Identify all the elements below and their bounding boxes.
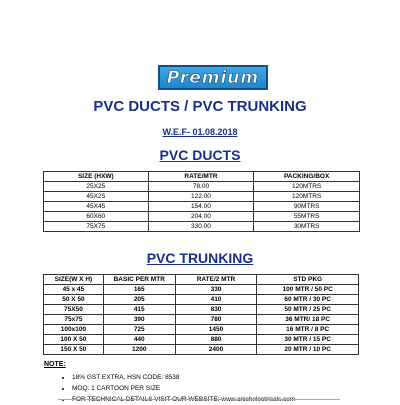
logo-text: Premium — [166, 67, 260, 88]
table-cell: 75x75 — [44, 315, 104, 325]
table-row — [44, 285, 359, 295]
note-item-gst: • 18% GST EXTRA, HSN CODE: 8538 — [72, 372, 400, 383]
table-cell: 60 MTR / 30 PC — [257, 295, 359, 305]
table-row — [44, 345, 359, 355]
trunking-heading: PVC TRUNKING — [146, 250, 254, 266]
table-cell: 780 — [175, 315, 257, 325]
table-cell: 100 X 50 — [44, 335, 104, 345]
ducts-header-row — [44, 172, 360, 182]
table-cell: 36 MTR/ 18 PC — [257, 315, 359, 325]
table-cell: 410 — [175, 295, 257, 305]
ducts-table — [43, 171, 360, 232]
table-cell: 725 — [103, 325, 175, 335]
table-cell: 50 MTR / 25 PC — [257, 305, 359, 315]
table-cell: 440 — [103, 335, 175, 345]
table-cell: 1200 — [103, 345, 175, 355]
ducts-col-size: SIZE (HXW) — [44, 172, 149, 182]
table-cell: 165 — [103, 285, 175, 295]
table-cell: 45X25 — [44, 192, 149, 202]
page-title: PVC DUCTS / PVC TRUNKING — [93, 98, 307, 115]
table-cell: 30MTRS — [254, 222, 360, 232]
table-row — [44, 295, 359, 305]
table-cell: 45X45 — [44, 202, 149, 212]
table-cell: 60X60 — [44, 212, 149, 222]
table-cell: 100x100 — [44, 325, 104, 335]
table-cell: 330 — [175, 285, 257, 295]
table-row — [44, 212, 360, 222]
table-cell: 150 X 50 — [44, 345, 104, 355]
table-row — [44, 315, 359, 325]
trunking-table — [43, 274, 359, 355]
trunking-col-basic: BASIC PER MTR — [103, 275, 175, 285]
table-cell: 30 MTR / 15 PC — [257, 335, 359, 345]
table-cell: 830 — [175, 305, 257, 315]
table-cell: 100 MTR / 50 PC — [257, 285, 359, 295]
table-cell: 330.00 — [148, 222, 254, 232]
table-cell: 204.00 — [148, 212, 254, 222]
table-cell: 390 — [103, 315, 175, 325]
table-cell: 154.00 — [148, 202, 254, 212]
table-cell: 122.00 — [148, 192, 254, 202]
table-cell: 16 MTR / 8 PC — [257, 325, 359, 335]
table-cell: 120MTRS — [254, 182, 360, 192]
table-cell: 205 — [103, 295, 175, 305]
table-cell: 50 X 50 — [44, 295, 104, 305]
table-row — [44, 305, 359, 315]
table-cell: 75X50 — [44, 305, 104, 315]
table-cell: 120MTRS — [254, 192, 360, 202]
effective-date: W.E.F- 01.08.2018 — [162, 127, 238, 137]
ducts-col-packing: PACKING/BOX — [254, 172, 360, 182]
trunking-col-pkg: STD PKG — [257, 275, 359, 285]
table-row — [44, 192, 360, 202]
table-cell: 75X75 — [44, 222, 149, 232]
notes-list — [62, 372, 400, 405]
table-cell: 415 — [103, 305, 175, 315]
table-row — [44, 222, 360, 232]
table-cell: 55MTRS — [254, 212, 360, 222]
table-row — [44, 182, 360, 192]
table-cell: 20 MTR / 10 PC — [257, 345, 359, 355]
trunking-col-size: SIZE(W X H) — [44, 275, 104, 285]
table-row — [44, 335, 359, 345]
ducts-col-rate: RATE/MTR — [148, 172, 254, 182]
note-item-moq: • MOQ: 1 CARTOON PER SIZE — [72, 383, 400, 394]
table-cell: 45 x 45 — [44, 285, 104, 295]
trunking-header-row — [44, 275, 359, 285]
table-cell: 880 — [175, 335, 257, 345]
table-cell: 1450 — [175, 325, 257, 335]
premium-logo — [158, 65, 268, 90]
table-row — [44, 202, 360, 212]
table-row — [44, 325, 359, 335]
table-cell: 25X25 — [44, 182, 149, 192]
note-label: NOTE: — [44, 361, 66, 368]
table-cell: 78.00 — [148, 182, 254, 192]
table-cell: 2400 — [175, 345, 257, 355]
trunking-col-rate: RATE/2 MTR — [175, 275, 257, 285]
ducts-heading: PVC DUCTS — [159, 147, 241, 163]
table-cell: 90MTRS — [254, 202, 360, 212]
